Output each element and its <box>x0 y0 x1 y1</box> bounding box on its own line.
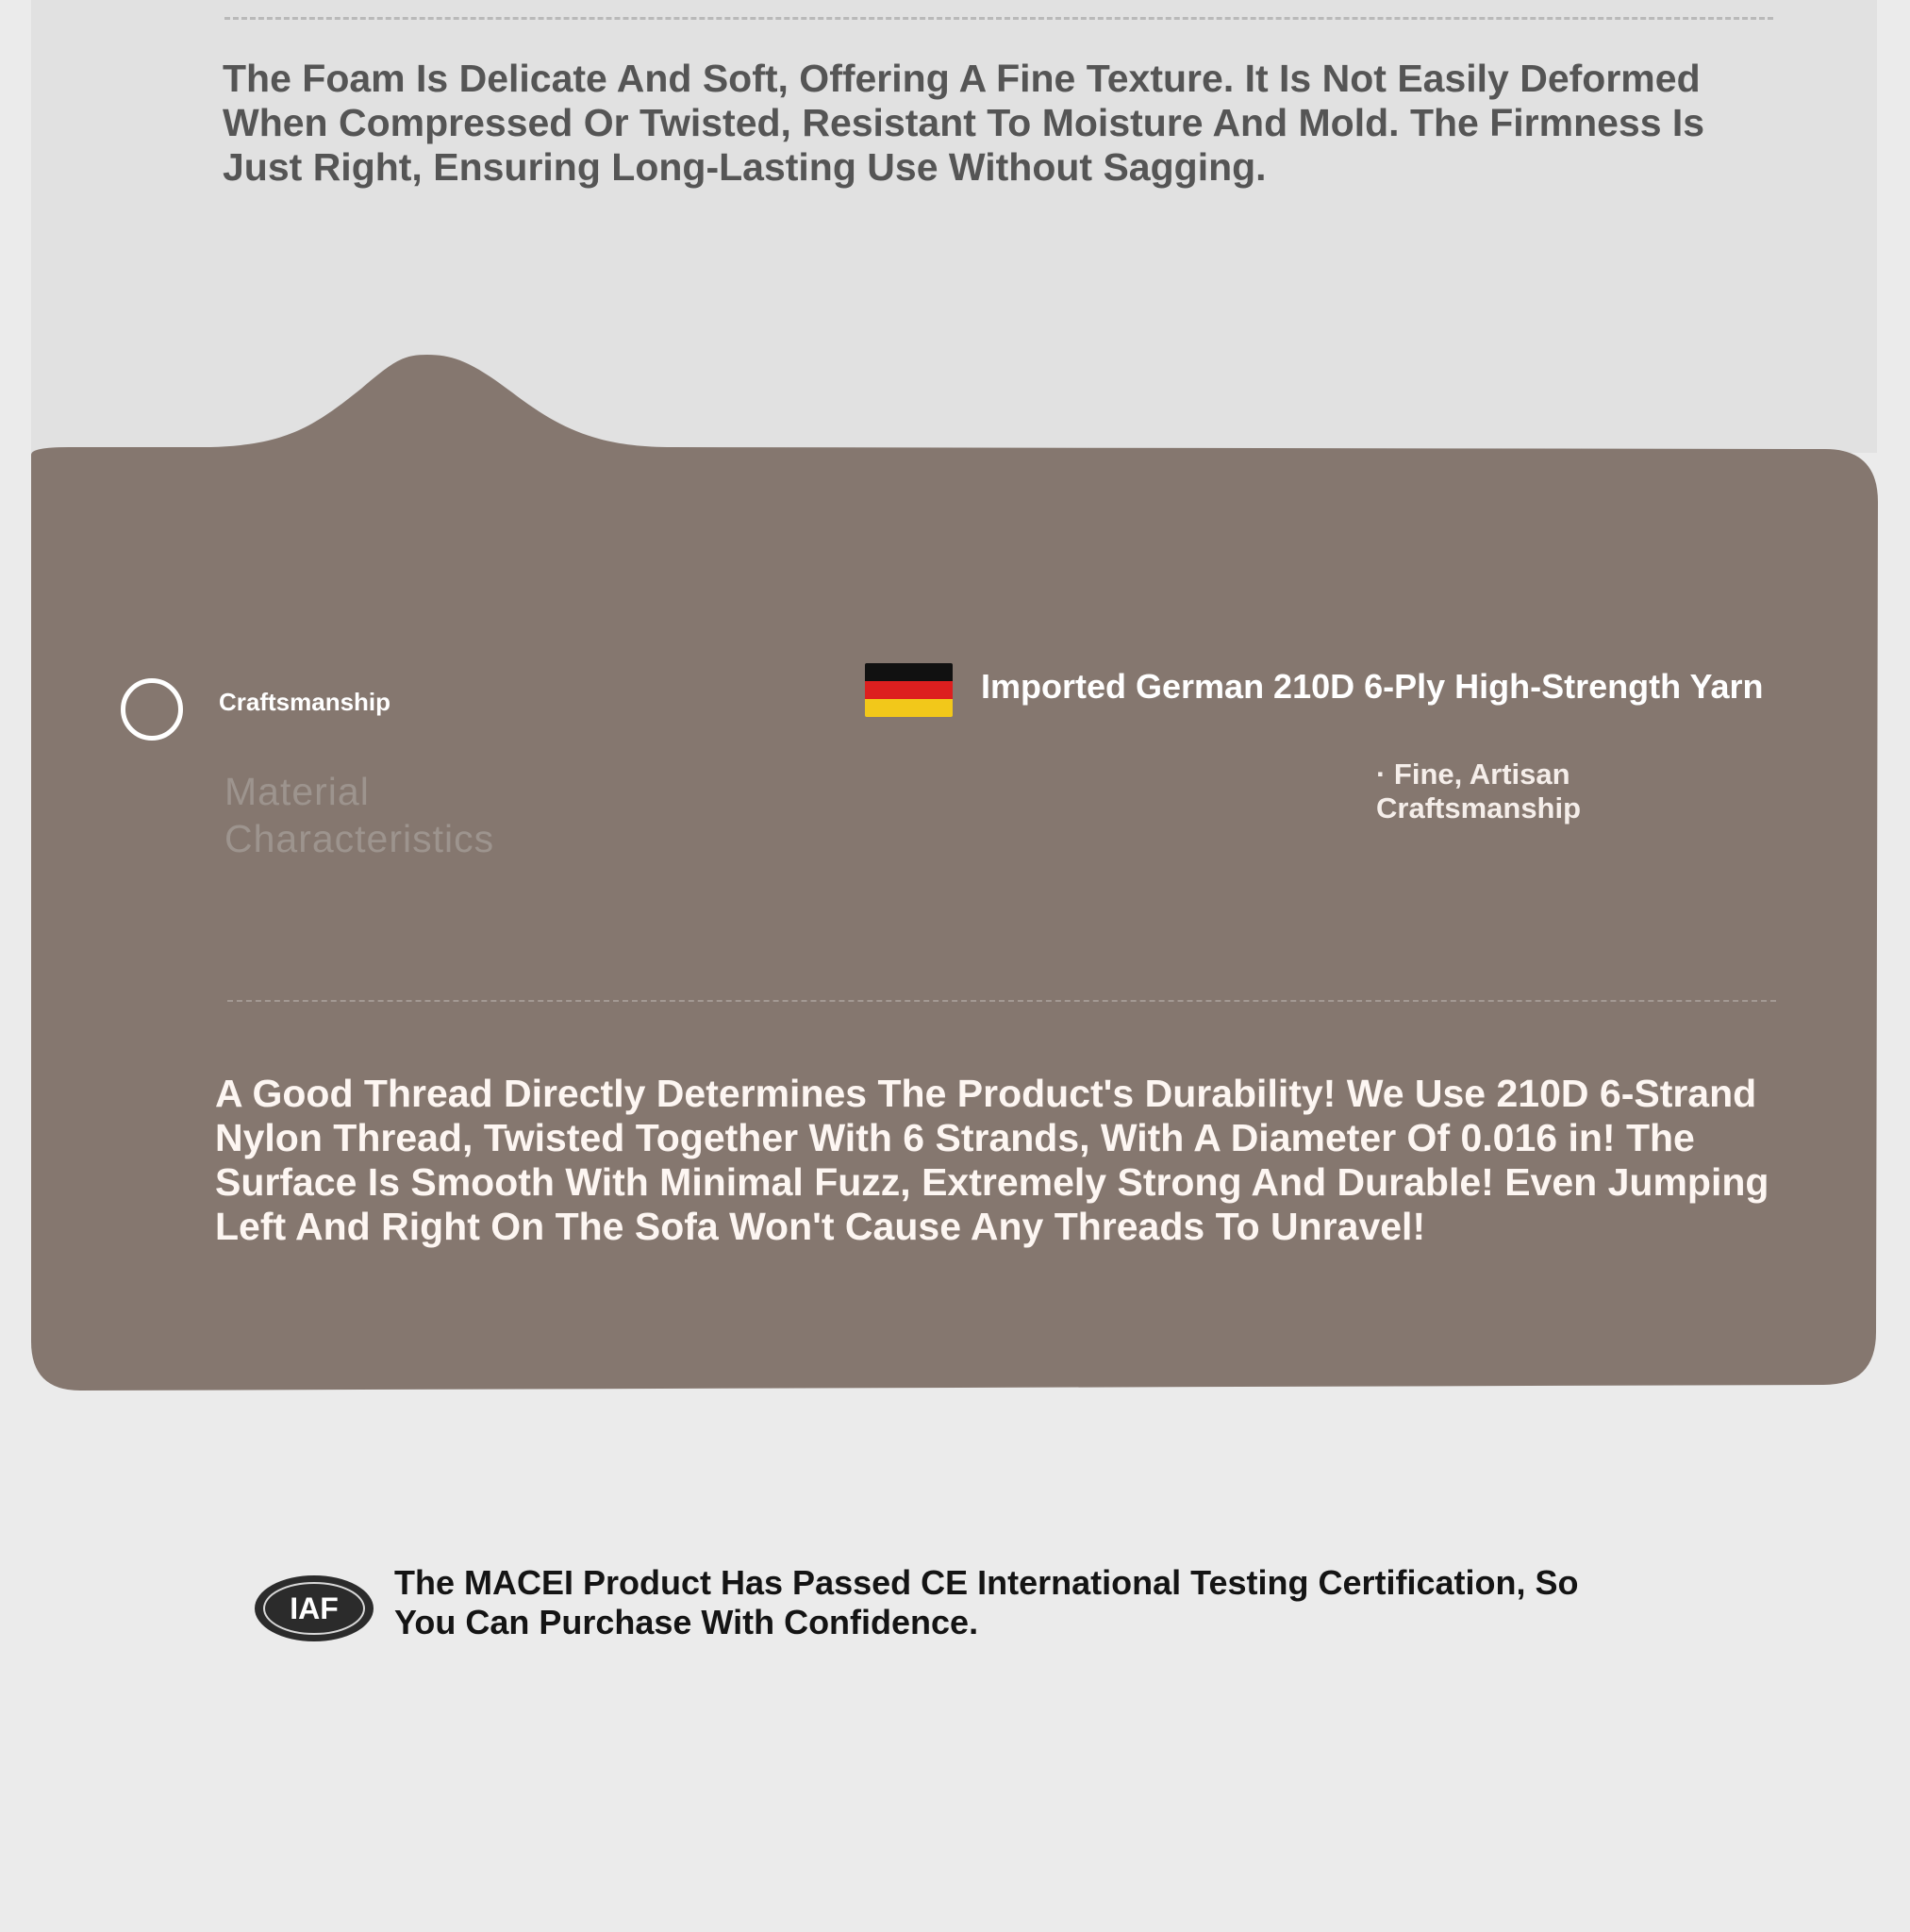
thread-description: A Good Thread Directly Determines The Product's Durability! We Use 210D 6-Strand Nylon Thread, Twisted Together With 6 Strands, With A Diameter Of 0.016 in! The Surface Is Smooth With Minimal Fuzz, Extremely Strong And Durable! Even Jumping Left And Right On The Sofa Won't Cause Any Threads To Unravel! <box>215 1072 1769 1248</box>
tab-craftsmanship[interactable]: Craftsmanship <box>219 688 391 716</box>
yarn-subtitle: · Fine, Artisan Craftsmanship <box>1376 758 1582 824</box>
foam-description: The Foam Is Delicate And Soft, Offering A Fine Texture. It Is Not Easily Deformed When Compressed Or Twisted, Resistant To Moisture And Mold. The Firmness Is Just Right, Ensuring Long-Lasting Use Without Sagging. <box>223 57 1705 189</box>
germany-flag-icon <box>865 663 953 717</box>
certification-text: The MACEI Product Has Passed CE International Testing Certification, So You Can Purchase With Confidence. <box>394 1563 1579 1641</box>
iaf-logo-icon <box>253 1574 375 1643</box>
iaf-logo-text: IAF <box>290 1591 339 1625</box>
tab-material-characteristics[interactable]: Material Characteristics <box>224 770 495 860</box>
divider-middle <box>227 1000 1776 1002</box>
divider-top <box>224 17 1773 20</box>
yarn-title: Imported German 210D 6-Ply High-Strength Yarn <box>981 667 1764 706</box>
radio-circle-icon[interactable] <box>121 678 183 741</box>
